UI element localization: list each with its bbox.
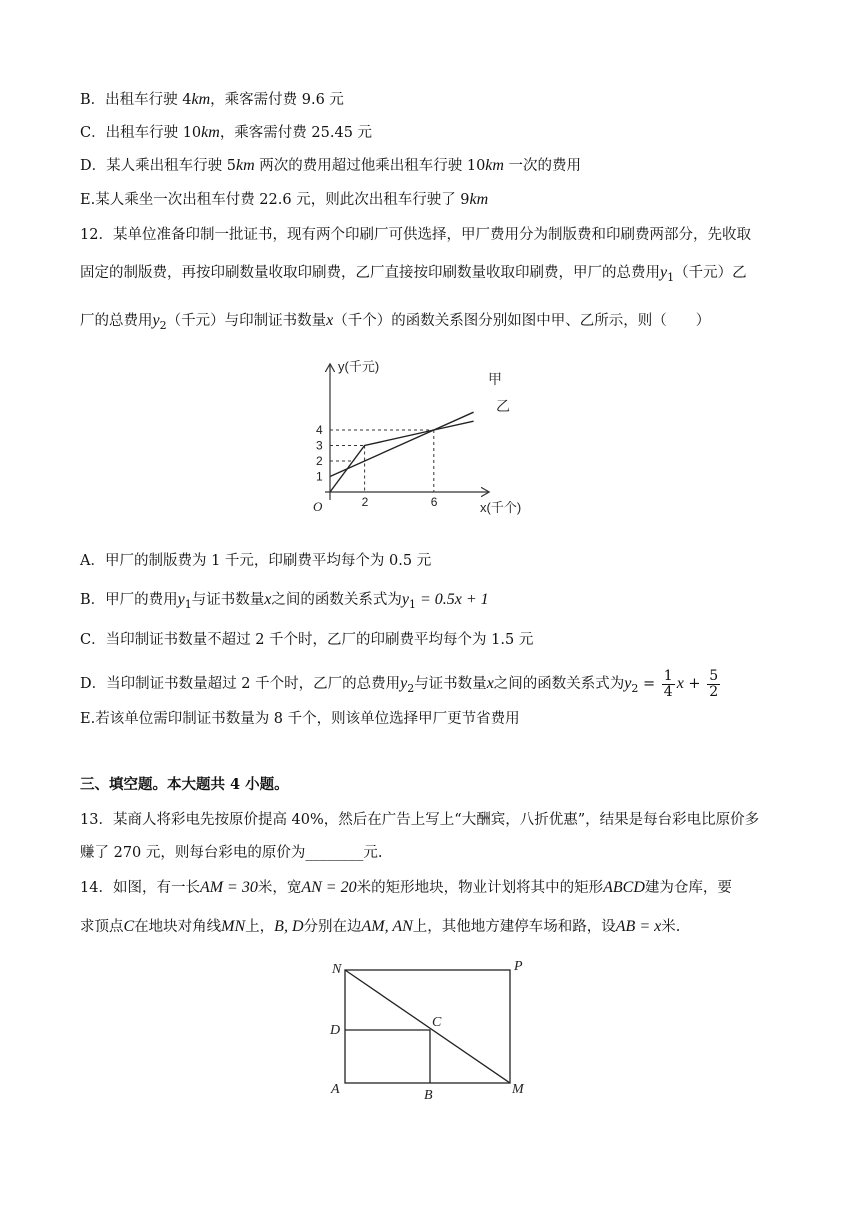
series-line-yi	[330, 421, 474, 492]
q11-option-b: B．出租车行驶 4km，乘客需付费 9.6 元	[80, 91, 344, 108]
label-a: A	[331, 1082, 340, 1097]
q13-line2: 赚了 270 元，则每台彩电的原价为________元.	[80, 845, 383, 861]
q11-option-c: C．出租车行驶 10km，乘客需付费 25.45 元	[80, 124, 373, 141]
y-axis-label: y(千元)	[338, 359, 380, 374]
x-tick-label-6: 6	[430, 495, 438, 509]
q11-option-d: D．某人乘出租车行驶 5km 两次的费用超过他乘出租车行驶 10km 一次的费用	[80, 157, 582, 174]
q12-function-graph	[300, 355, 560, 525]
q12-stem-line1: 12．某单位准备印制一批证书，现有两个印刷厂可供选择，甲厂费用分为制版费和印刷费两部分，先收取	[80, 227, 751, 243]
q12-option-d: D．当印制证书数量超过 2 千个时，乙厂的总费用$y_2$与证书数量x之间的函数关系式为$y_2$ = $\frac{1}{4}$ x + $\frac{5}{2}$	[80, 667, 719, 700]
y-tick-label-1: 1	[316, 469, 323, 484]
q12-option-e: E.若该单位需印制证书数量为 8 千个，则该单位选择甲厂更节省费用	[80, 711, 520, 727]
label-p: P	[514, 959, 523, 974]
x-axis-label: x(千个)	[480, 500, 522, 515]
q12-option-c: C．当印制证书数量不超过 2 千个时，乙厂的印刷费平均每个为 1.5 元	[80, 632, 534, 648]
q12-stem-line2: 固定的制版费，再按印刷数量收取印刷费，乙厂直接按印刷数量收取印刷费，甲厂的总费用$y_1$（千元）乙	[80, 264, 747, 284]
label-n: N	[332, 962, 342, 977]
y-tick-label-2: 2	[316, 454, 323, 468]
y-tick-label-4: 4	[316, 423, 323, 437]
y-tick-label-3: 3	[316, 438, 323, 453]
label-d: D	[330, 1023, 341, 1038]
graph-plot-area	[316, 412, 474, 509]
x-tick-label-2: 2	[361, 495, 369, 509]
q14-line2: 求顶点C在地块对角线MN上，B, D分别在边AM, AN上，其他地方建停车场和路，设AB = x米.	[80, 918, 681, 935]
q12-stem-line3: 厂的总费用$y_2$（千元）与印制证书数量x（千个）的函数关系图分别如图中甲、乙所示，则（ ）	[80, 312, 711, 332]
label-b: B	[424, 1088, 433, 1103]
q12-option-a: A．甲厂的制版费为 1 千元，印刷费平均每个为 0.5 元	[80, 553, 432, 569]
q13-line1: 13．某商人将彩电先按原价提高 40%，然后在广告上写上“大酬宾，八折优惠”，结果是每台彩电比原价多	[80, 812, 760, 828]
warehouse-rectangle-abcd	[345, 1030, 430, 1083]
series-label-yi: 乙	[496, 398, 510, 414]
series-line-jia	[330, 412, 474, 476]
q14-rectangle-figure	[320, 955, 540, 1105]
q12-option-b: B．甲厂的费用$y_1$与证书数量x之间的函数关系式为$y_1 = 0.5x + 1$	[80, 591, 489, 611]
q11-option-e: E.某人乘坐一次出租车付费 22.6 元，则此次出租车行驶了 9km	[80, 191, 489, 208]
q14-line1: 14．如图，有一长AM = 30米，宽AN = 20米的矩形地块，物业计划将其中的矩形ABCD建为仓库，要	[80, 879, 732, 896]
label-c: C	[432, 1015, 442, 1030]
label-m: M	[512, 1082, 524, 1097]
section-3-heading: 三、填空题。本大题共 4 小题。	[80, 776, 289, 793]
origin-label: O	[313, 499, 323, 514]
diagonal-mn	[345, 970, 510, 1083]
series-label-jia: 甲	[488, 371, 502, 387]
